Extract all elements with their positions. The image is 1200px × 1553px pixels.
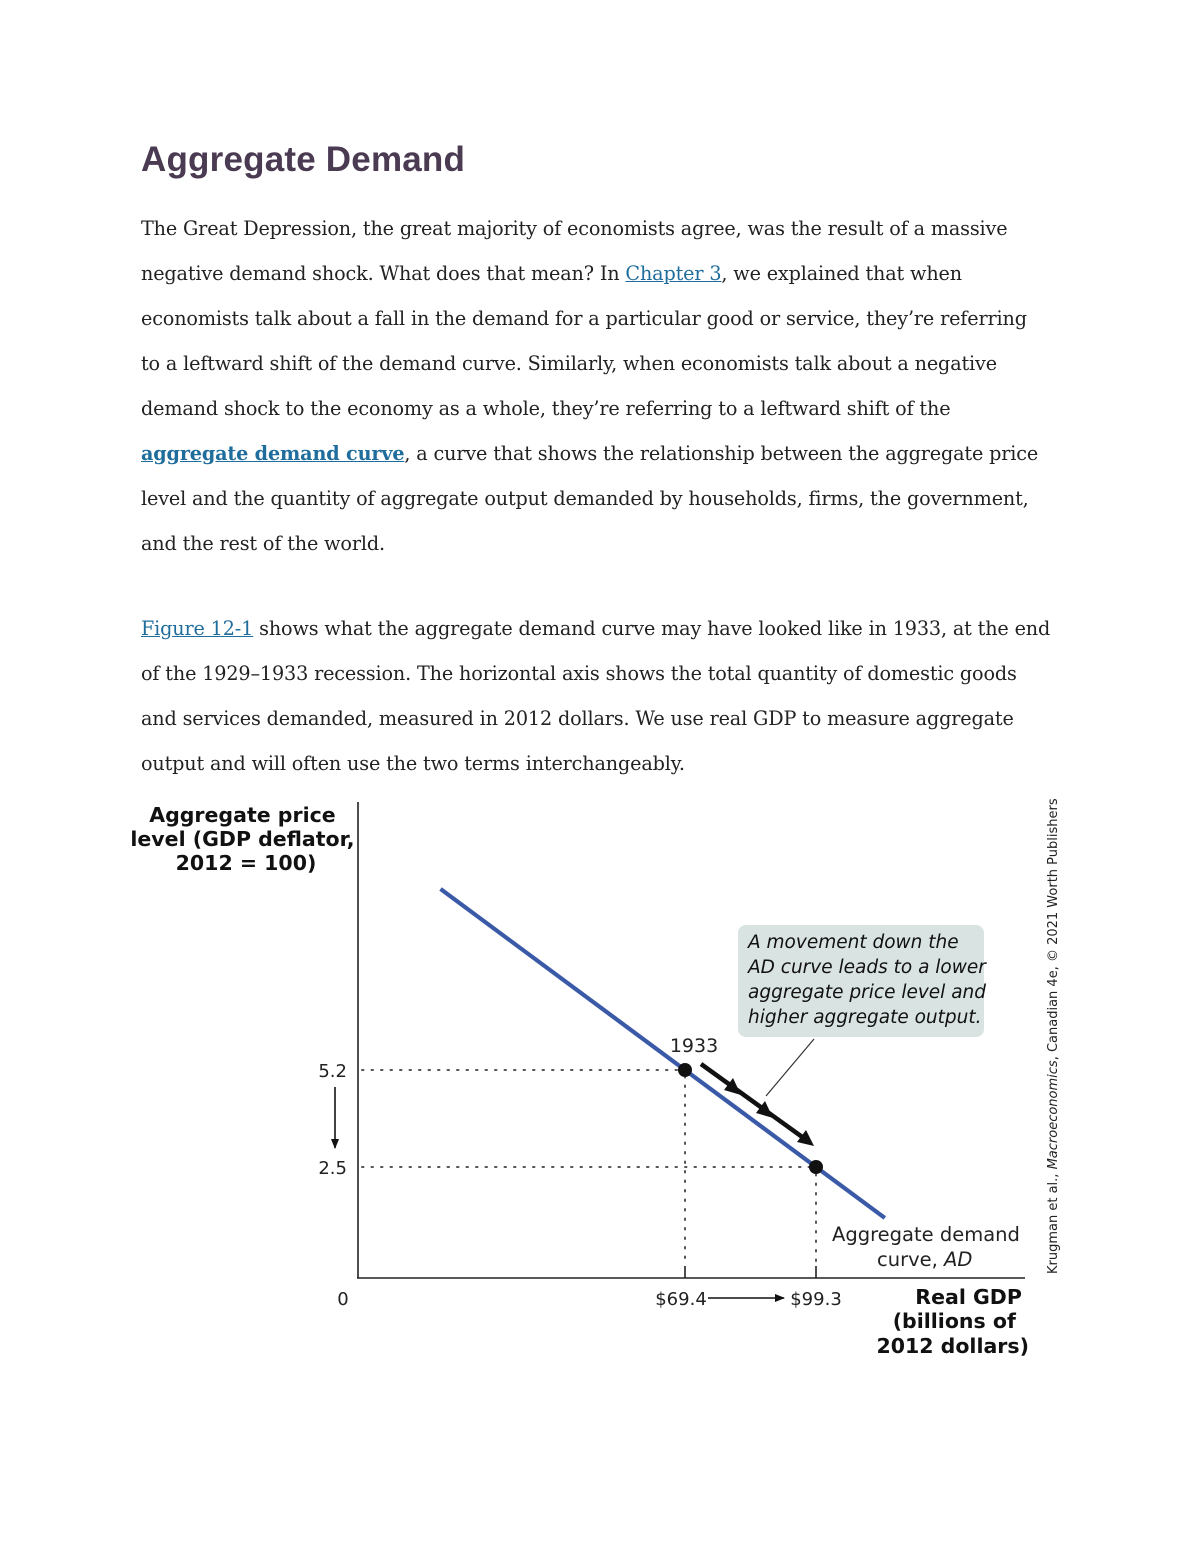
curve-label-line: curve, [877, 1248, 945, 1271]
page-title: Aggregate Demand [141, 140, 466, 179]
paragraph-text: , we explained that when economists talk about a fall in the demand for a particular good or service, they’re referring to a leftward shift of the demand curve. Similarly, when economists talk about a negative demand shock to the economy as a whole, they’re referring to a leftward shift of the [141, 262, 1027, 420]
curve-label-line: Aggregate demand [832, 1223, 1020, 1246]
callout-line: higher aggregate output. [748, 1007, 982, 1028]
callout-line: aggregate price level and [748, 982, 987, 1003]
x-tick-label-99-3: $99.3 [790, 1289, 842, 1310]
paragraph-text: The Great Depression, the great majority of economists agree, was the result of a massive negative demand shock. What does that mean? In [141, 217, 1008, 285]
y-tick-label-5-2: 5.2 [318, 1061, 347, 1082]
x-axis-label-line: Real GDP [915, 1285, 1022, 1309]
y-axis-label-line: level (GDP deflator, [130, 827, 355, 851]
credit-book-title: Macroeconomics [1046, 1060, 1061, 1170]
paragraph-text: , a curve that shows the relationship between the aggregate price level and the quantity of aggregate output demanded by households, firms, the government, and the rest of the world. [141, 442, 1039, 555]
x-tick-label-69-4: $69.4 [655, 1289, 707, 1310]
x-axis-label-line: 2012 dollars) [876, 1334, 1029, 1358]
aggregate-demand-curve-link[interactable]: aggregate demand curve [141, 442, 405, 465]
y-axis-label-line: Aggregate price [149, 803, 336, 827]
figure-credit [1046, 798, 1061, 1274]
callout-pointer [766, 1039, 814, 1096]
data-point-new-equilibrium [809, 1160, 823, 1174]
curve-label-ad: AD [944, 1248, 973, 1271]
callout-line: AD curve leads to a lower [748, 957, 986, 978]
curve-label-2 [877, 1248, 972, 1271]
chapter-3-link[interactable]: Chapter 3 [625, 262, 722, 285]
data-point-1933 [678, 1063, 692, 1077]
credit-text: , Canadian 4e, © 2021 Worth Publishers [1046, 798, 1061, 1061]
curve-label [832, 1223, 1020, 1246]
y-tick-label-2-5: 2.5 [318, 1158, 347, 1179]
origin-label: 0 [337, 1289, 349, 1310]
y-axis-label-line: 2012 = 100) [175, 851, 317, 875]
x-axis-label-line: (billions of [892, 1309, 1016, 1333]
y-axis-label [130, 803, 361, 875]
callout-line: A movement down the [748, 932, 959, 953]
paragraph-text: shows what the aggregate demand curve may have looked like in 1933, at the end of the 1929–1933 recession. The horizontal axis shows the total quantity of domestic goods and services demanded, measured in 2012 dollars. We use real GDP to measure aggregate output and will often use the two terms interchangeably. [141, 617, 1051, 775]
figure-12-1-link[interactable]: Figure 12-1 [141, 617, 254, 640]
movement-arrow [701, 1064, 814, 1146]
credit-text: Krugman et al., [1046, 1169, 1061, 1274]
point-label-1933: 1933 [669, 1035, 719, 1057]
x-axis-label [876, 1285, 1029, 1358]
